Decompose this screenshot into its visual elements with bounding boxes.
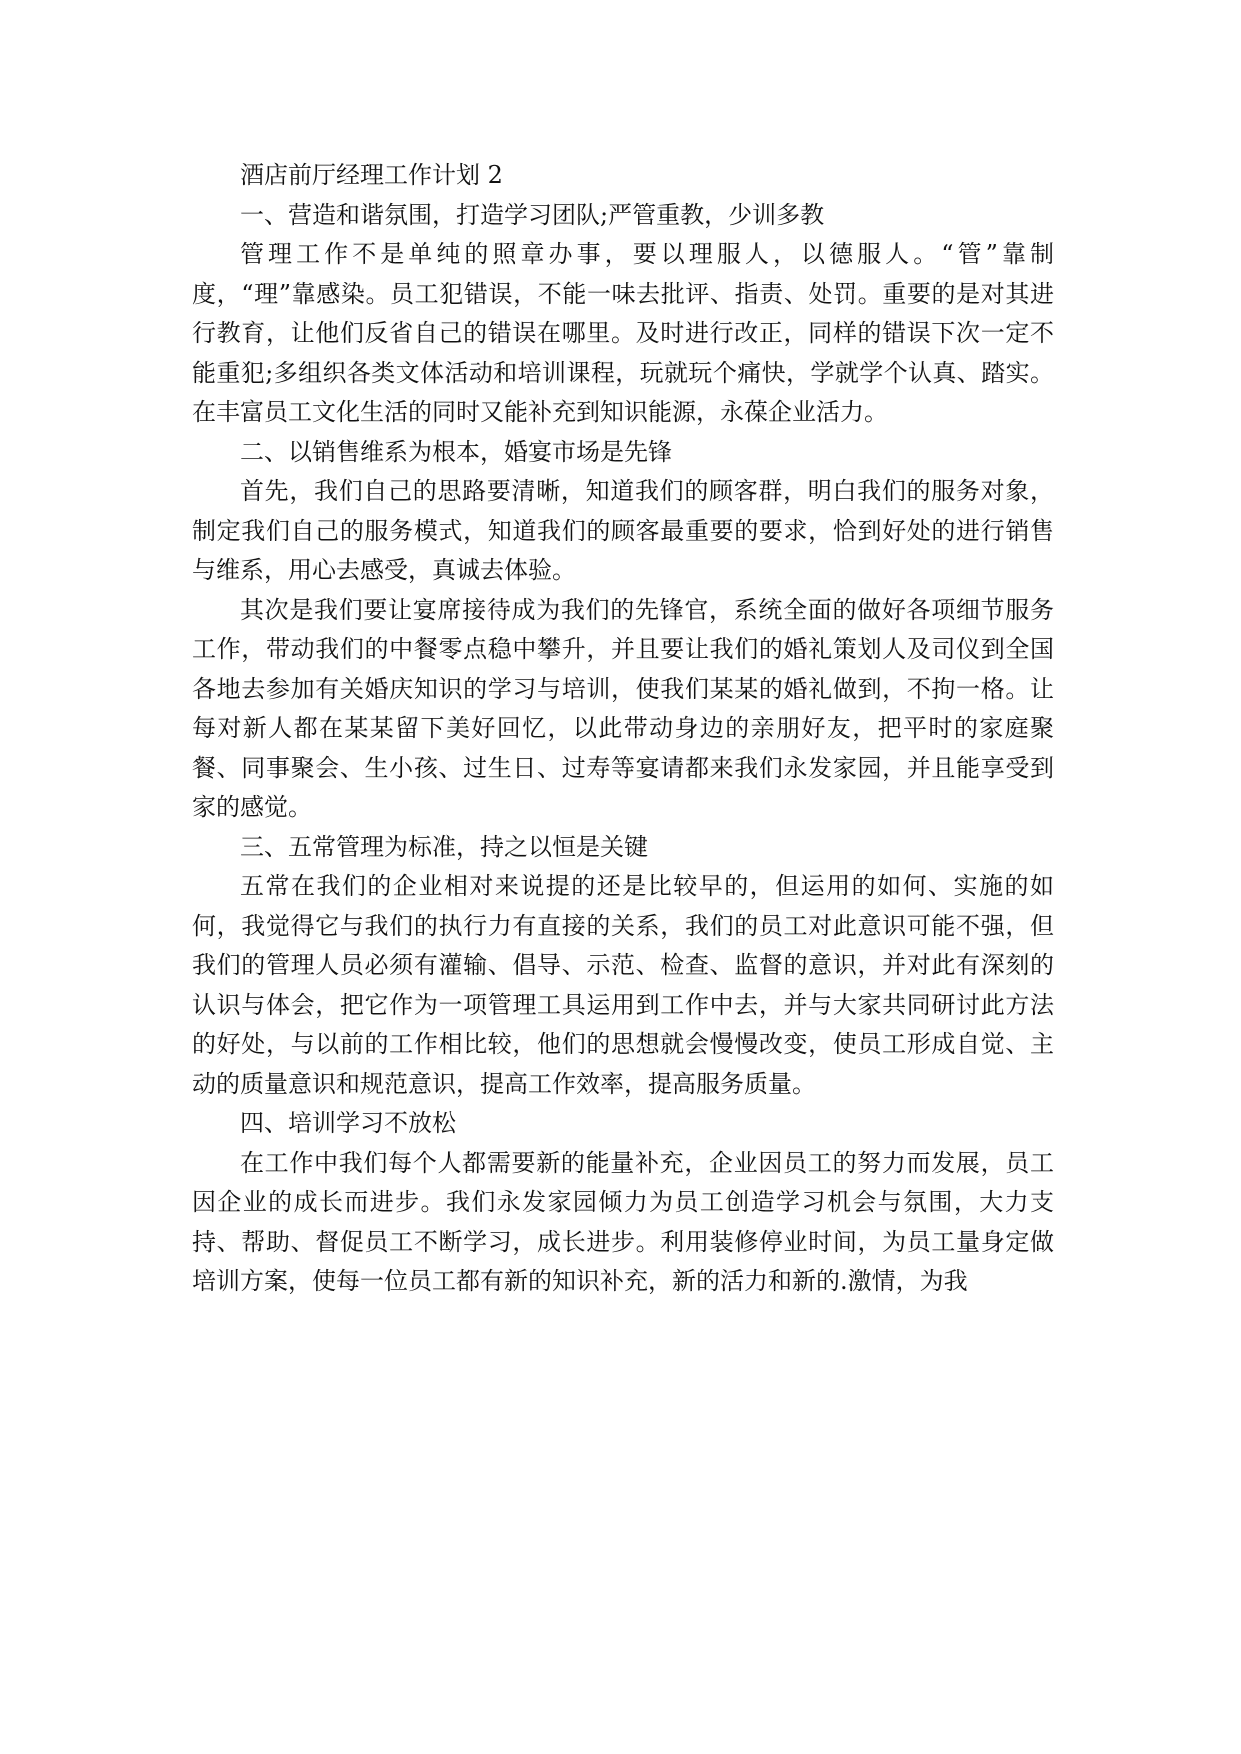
section-heading: 一、营造和谐氛围，打造学习团队;严管重教，少训多教: [240, 200, 825, 229]
document-page: [192, 156, 1054, 1302]
section-heading: 三、五常管理为标准，持之以恒是关键: [240, 832, 648, 861]
section-heading: 四、培训学习不放松: [240, 1109, 456, 1137]
paragraph: 五常在我们的企业相对来说提的还是比较早的，但运用的如何、实施的如何，我觉得它与我们的执行力有直接的关系，我们的员工对此意识可能不强，但我们的管理人员必须有灌输、倡导、示范、检查、监督的意识，并对此有深刻的认识与体会，把它作为一项管理工具运用到工作中去，并与大家共同研讨此方法的好处，与以前的工作相比较，他们的思想就会慢慢改变，使员工形成自觉、主动的质量意识和规范意识，提高工作效率，提高服务质量。: [192, 872, 1054, 1098]
paragraph: 首先，我们自己的思路要清晰，知道我们的顾客群，明白我们的服务对象，制定我们自己的服务模式，知道我们的顾客最重要的要求，恰到好处的进行销售与维系，用心去感受，真诚去体验。: [192, 477, 1054, 584]
paragraph: 其次是我们要让宴席接待成为我们的先锋官，系统全面的做好各项细节服务工作，带动我们的中餐零点稳中攀升，并且要让我们的婚礼策划人及司仪到全国各地去参加有关婚庆知识的学习与培训，使我们某某的婚礼做到，不拘一格。让每对新人都在某某留下美好回忆，以此带动身边的亲朋好友，把平时的家庭聚餐、同事聚会、生小孩、过生日、过寿等宴请都来我们永发家园，并且能享受到家的感觉。: [192, 595, 1054, 821]
paragraph: 在工作中我们每个人都需要新的能量补充，企业因员工的努力而发展，员工因企业的成长而进步。我们永发家园倾力为员工创造学习机会与氛围，大力支持、帮助、督促员工不断学习，成长进步。利用装修停业时间，为员工量身定做培训方案，使每一位员工都有新的知识补充，新的活力和新的.激情，为我: [192, 1148, 1054, 1295]
section-heading: 二、以销售维系为根本，婚宴市场是先锋: [240, 437, 672, 466]
paragraph: 管理工作不是单纯的照章办事，要以理服人，以德服人。“管”靠制度，“理”靠感染。员工犯错误，不能一味去批评、指责、处罚。重要的是对其进行教育，让他们反省自己的错误在哪里。及时进行改正，同样的错误下次一定不能重犯;多组织各类文体活动和培训课程，玩就玩个痛快，学就学个认真、踏实。在丰富员工文化生活的同时又能补充到知识能源，永葆企业活力。: [192, 240, 1054, 426]
document-title: 酒店前厅经理工作计划 2: [240, 161, 503, 189]
